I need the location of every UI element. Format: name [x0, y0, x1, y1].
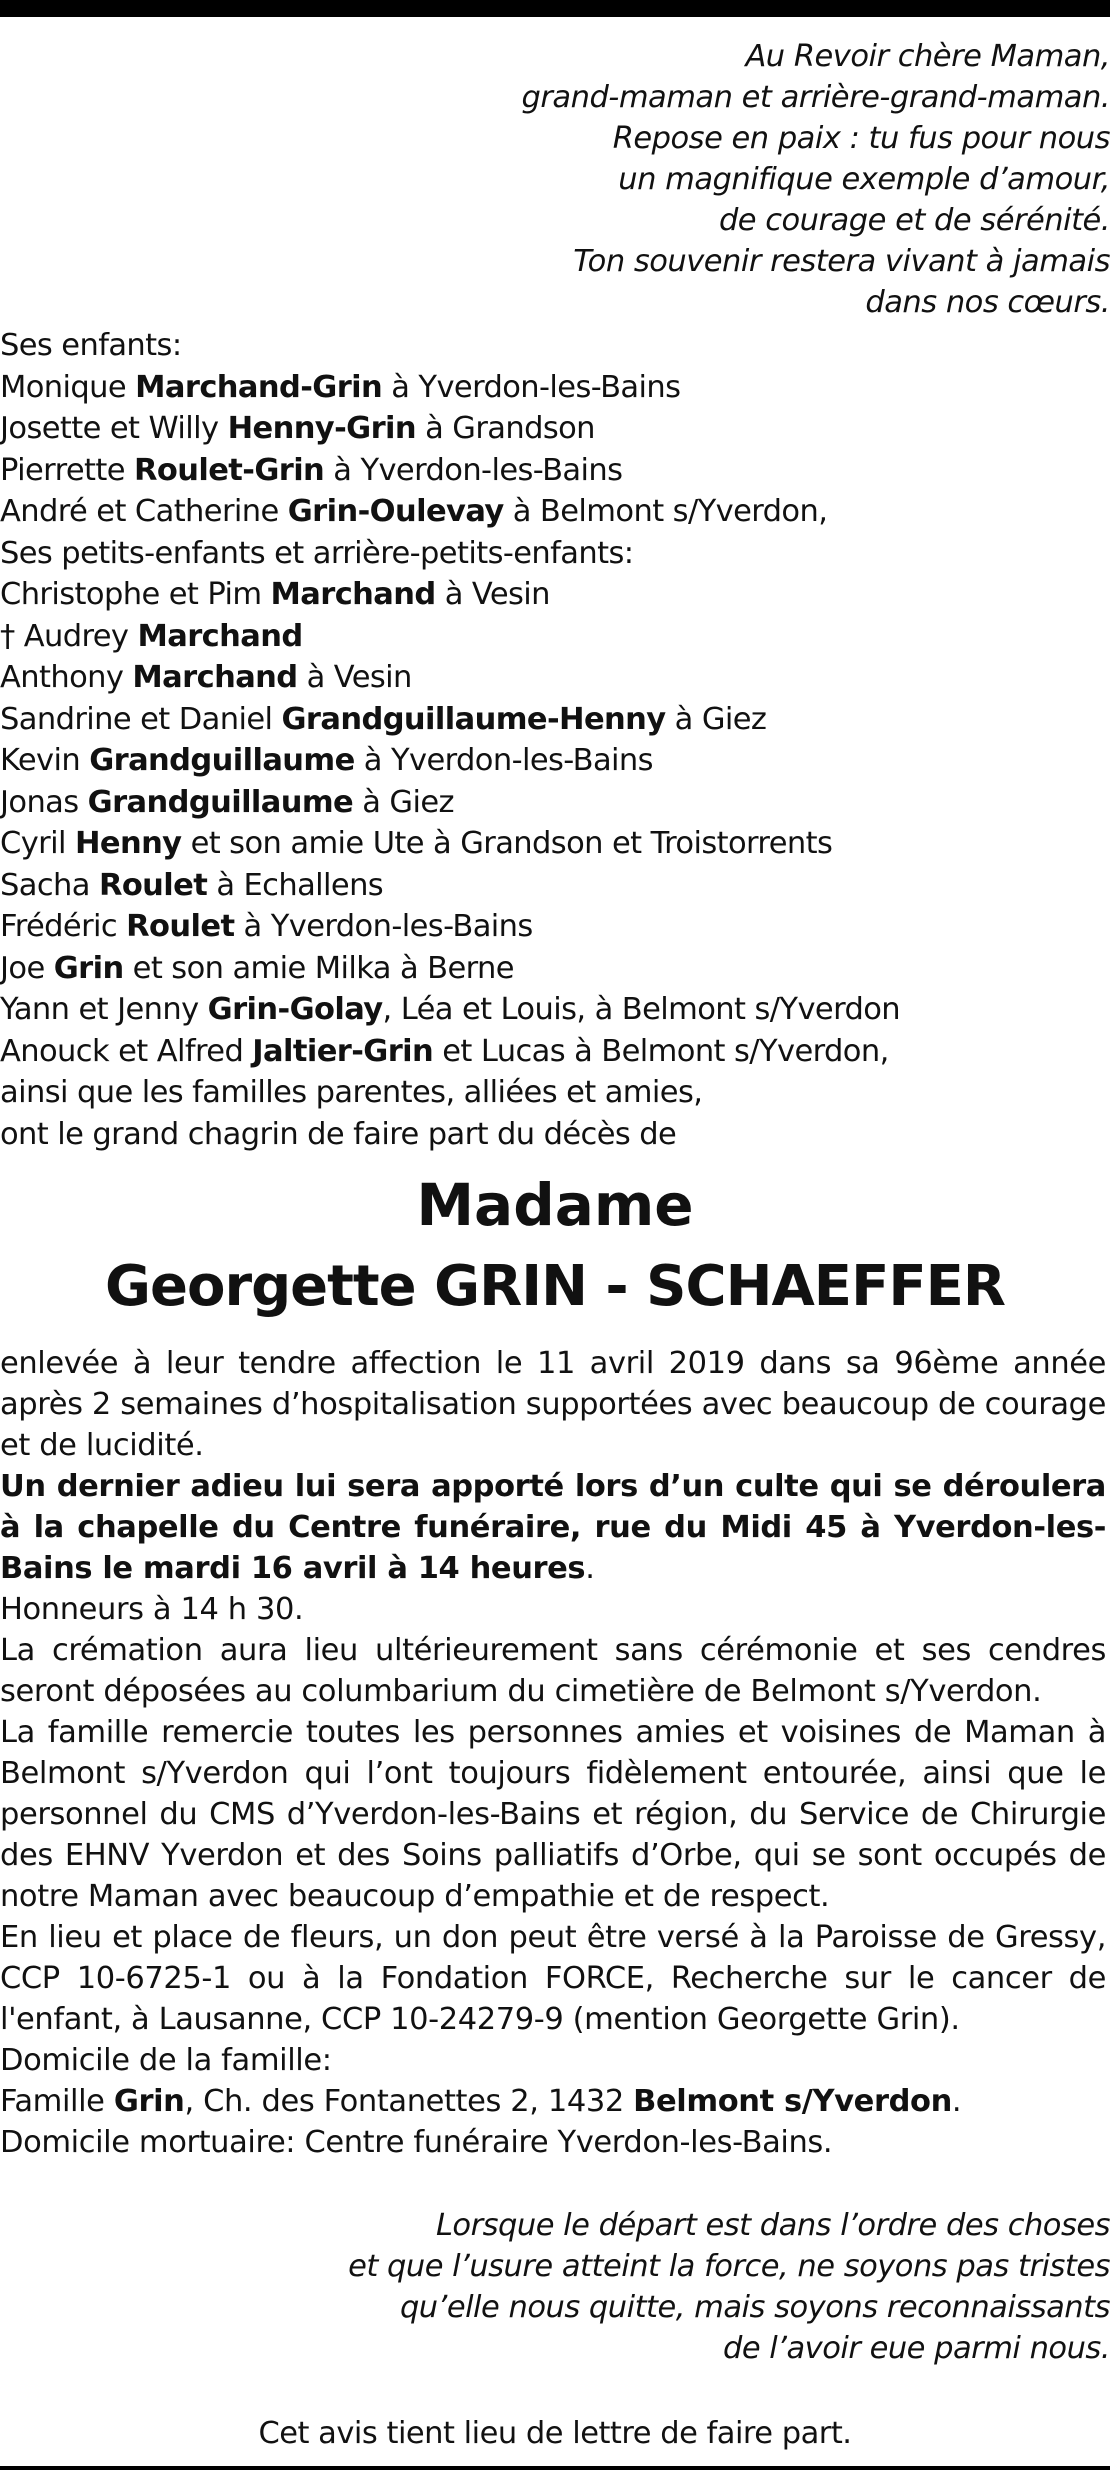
family-list	[0, 325, 1110, 1155]
grandchild-entry: Anouck et Alfred Jaltier-Grin et Lucas à Belmont s/Yverdon,	[0, 1033, 889, 1069]
children-heading: Ses enfants:	[0, 328, 182, 363]
family-address: Famille Grin, Ch. des Fontanettes 2, 1432 Belmont s/Yverdon.	[0, 2084, 962, 2119]
footer-note: Cet avis tient lieu de lettre de faire part.	[258, 2416, 852, 2451]
domicile-heading: Domicile de la famille:	[0, 2043, 332, 2078]
child-entry: Monique Marchand-Grin à Yverdon-les-Bains	[0, 369, 681, 405]
grandchild-entry: Kevin Grandguillaume à Yverdon-les-Bains	[0, 743, 653, 778]
poem-line: Ton souvenir restera vivant à jamais	[573, 244, 1110, 279]
closing-poem	[60, 2205, 1110, 2369]
grandchild-entry: Anthony Marchand à Vesin	[0, 660, 412, 695]
grandchildren-heading: Ses petits-enfants et arrière-petits-enfants:	[0, 535, 634, 571]
honours-line: Honneurs à 14 h 30.	[0, 1592, 304, 1627]
passing-paragraph: enlevée à leur tendre affection le 11 avril 2019 dans sa 96ème année après 2 semaines d’hospitalisation supportées avec beaucoup de courage et de lucidité.	[0, 1346, 1106, 1463]
grandchild-entry: Frédéric Roulet à Yverdon-les-Bains	[0, 909, 533, 944]
cremation-paragraph: La crémation aura lieu ultérieurement sans cérémonie et ses cendres seront déposées au columbarium du cimetière de Belmont s/Yverdon.	[0, 1633, 1106, 1709]
child-entry: André et Catherine Grin-Oulevay à Belmont s/Yverdon,	[0, 494, 828, 529]
thanks-paragraph: La famille remercie toutes les personnes amies et voisines de Maman à Belmont s/Yverdon qui l’ont toujours fidèlement entourée, ainsi que le personnel du CMS d’Yverdon-les-Bains et région, du Service de Chirurgie des EHNV Yverdon et des Soins palliatifs d’Orbe, qui se sont occupés de notre Maman avec beaucoup d’empathie et de respect.	[0, 1715, 1106, 1914]
poem-line: Lorsque le départ est dans l’ordre des choses	[435, 2208, 1110, 2243]
poem-line: un magnifique exemple d’amour,	[618, 162, 1110, 197]
top-border	[0, 0, 1110, 17]
announcement-body	[0, 1343, 1106, 2163]
closing-line: ont le grand chagrin de faire part du décès de	[0, 1116, 677, 1152]
poem-line: Au Revoir chère Maman,	[745, 39, 1110, 74]
poem-line: et que l’usure atteint la force, ne soyons pas tristes	[348, 2249, 1110, 2284]
opening-poem	[60, 36, 1110, 323]
closing-line: ainsi que les familles parentes, alliées et amies,	[0, 1075, 703, 1110]
bottom-border	[0, 2466, 1110, 2470]
deceased-name: Georgette GRIN - SCHAEFFER	[105, 1254, 1005, 1319]
grandchild-entry: Sacha Roulet à Echallens	[0, 867, 384, 903]
grandchild-entry: Christophe et Pim Marchand à Vesin	[0, 577, 550, 612]
poem-line: dans nos cœurs.	[865, 285, 1110, 320]
deceased-title: Madame	[416, 1171, 694, 1239]
poem-line: qu’elle nous quitte, mais soyons reconnaissants	[399, 2290, 1110, 2325]
ceremony-paragraph: Un dernier adieu lui sera apporté lors d’un culte qui se déroulera à la chapelle du Centre funéraire, rue du Midi 45 à Yverdon-les-Bains le mardi 16 avril à 14 heures.	[0, 1469, 1106, 1586]
poem-line: Repose en paix : tu fus pour nous	[612, 121, 1110, 156]
poem-line: grand-maman et arrière-grand-maman.	[521, 80, 1110, 115]
poem-line: de courage et de sérénité.	[718, 203, 1110, 238]
grandchild-entry: Sandrine et Daniel Grandguillaume-Henny à Giez	[0, 701, 767, 737]
child-entry: Josette et Willy Henny-Grin à Grandson	[0, 411, 595, 446]
poem-line: de l’avoir eue parmi nous.	[722, 2331, 1110, 2366]
grandchild-entry: Joe Grin et son amie Milka à Berne	[0, 950, 514, 986]
child-entry: Pierrette Roulet-Grin à Yverdon-les-Bains	[0, 452, 623, 488]
donation-paragraph: En lieu et place de fleurs, un don peut être versé à la Paroisse de Gressy, CCP 10-6725-1 ou à la Fondation FORCE, Recherche sur le cancer de l'enfant, à Lausanne, CCP 10-24279-9 (mention Georgette Grin).	[0, 1920, 1106, 2037]
grandchild-entry: † Audrey Marchand	[0, 618, 303, 654]
grandchild-entry: Jonas Grandguillaume à Giez	[0, 784, 454, 820]
mortuary-line: Domicile mortuaire: Centre funéraire Yverdon-les-Bains.	[0, 2125, 833, 2160]
grandchild-entry: Yann et Jenny Grin-Golay, Léa et Louis, à Belmont s/Yverdon	[0, 992, 901, 1027]
grandchild-entry: Cyril Henny et son amie Ute à Grandson et Troistorrents	[0, 826, 833, 861]
